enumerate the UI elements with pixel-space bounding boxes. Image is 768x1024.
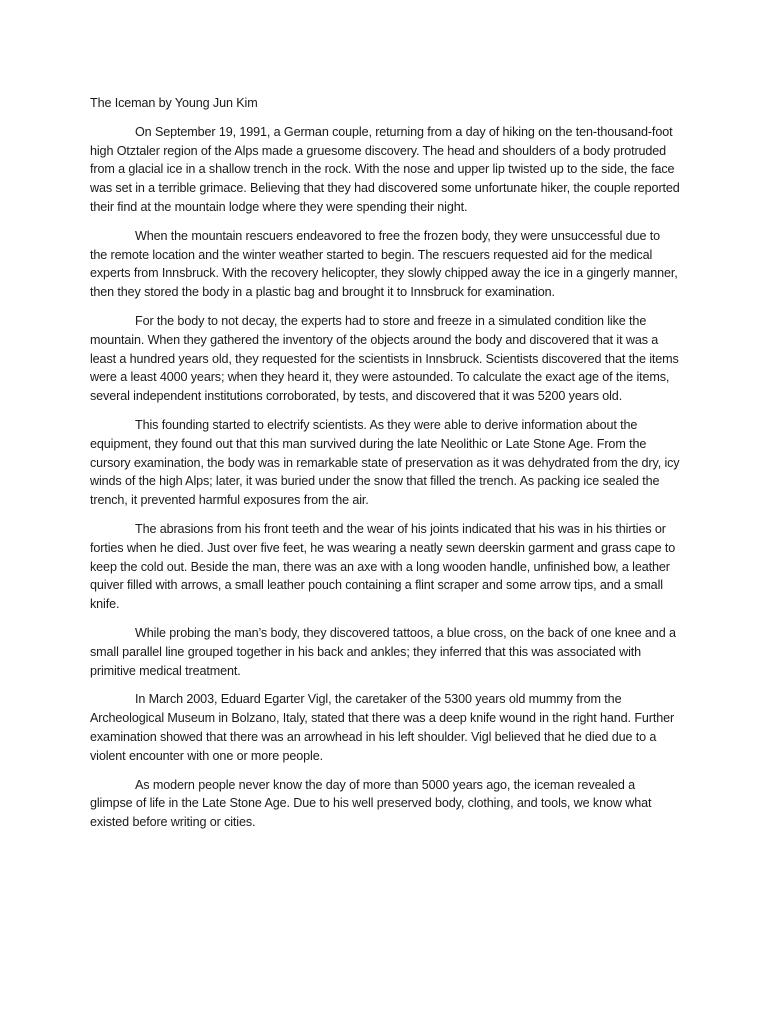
document-title: The Iceman by Young Jun Kim bbox=[90, 96, 258, 110]
paragraph-conclusion: As modern people never know the day of more than 5000 years ago, the iceman revealed a glimpse of life in the Late Stone Age. Due to his well preserved body, clothing, and tools, we know what existed before writing or cities. bbox=[90, 777, 652, 830]
paragraph-discovery: On September 19, 1991, a German couple, returning from a day of hiking on the ten-thousand-foot high Otztaler region of the Alps made a gruesome discovery. The head and shoulders of a body protruded from a glacial ice in a shallow trench in the rock. With the nose and upper lip twisted up to the side, the face was set in a terrible grimace. Believing that they had discovered some unfortunate hiker, the couple reported their find at the mountain lodge where they were spending their night. bbox=[90, 124, 680, 214]
paragraph-rescue: When the mountain rescuers endeavored to free the frozen body, they were unsuccessful due to the remote location and the winter weather started to begin. The rescuers requested aid for the medical experts from Innsbruck. With the recovery helicopter, they slowly chipped away the ice in a gingerly manner, then they stored the body in a plastic bag and brought it to Innsbruck for examination. bbox=[90, 228, 678, 300]
paragraph-wounds: In March 2003, Eduard Egarter Vigl, the caretaker of the 5300 years old mummy from the Archeological Museum in Bolzano, Italy, stated that there was a deep knife wound in the right hand. Further examination showed that there was an arrowhead in his left shoulder. Vigl believed that he died due to a violent encounter with one or more people. bbox=[90, 692, 675, 763]
document-body bbox=[90, 94, 680, 842]
paragraph-dating: For the body to not decay, the experts had to store and freeze in a simulated condition like the mountain. When they gathered the inventory of the objects around the body and discovered that it was a least a hundred years old, they requested for the scientists in Innsbruck. Scientists discovered that the items were a least 4000 years; when they heard it, they were astounded. To calculate the exact age of the items, several independent institutions corroborated, by tests, and discovered that it was 5200 years old. bbox=[90, 313, 679, 404]
paragraph-preservation: This founding started to electrify scientists. As they were able to derive information about the equipment, they found out that this man survived during the late Neolithic or Late Stone Age. From the cursory examination, the body was in remarkable state of preservation as it was dehydrated from the dry, icy winds of the high Alps; later, it was buried under the snow that filled the trench. As packing ice sealed the trench, it prevented harmful exposures from the air. bbox=[90, 417, 680, 508]
paragraph-tattoos: While probing the man’s body, they discovered tattoos, a blue cross, on the back of one knee and a small parallel line grouped together in his back and ankles; they inferred that this was associated with primitive medical treatment. bbox=[90, 625, 676, 678]
paragraph-equipment: The abrasions from his front teeth and the wear of his joints indicated that his was in his thirties or forties when he died. Just over five feet, he was wearing a neatly sewn deerskin garment and grass cape to keep the cold out. Beside the man, there was an axe with a long wooden handle, unfinished bow, a leather quiver filled with arrows, a small leather pouch containing a flint scraper and some arrow tips, and a small knife. bbox=[90, 521, 676, 612]
